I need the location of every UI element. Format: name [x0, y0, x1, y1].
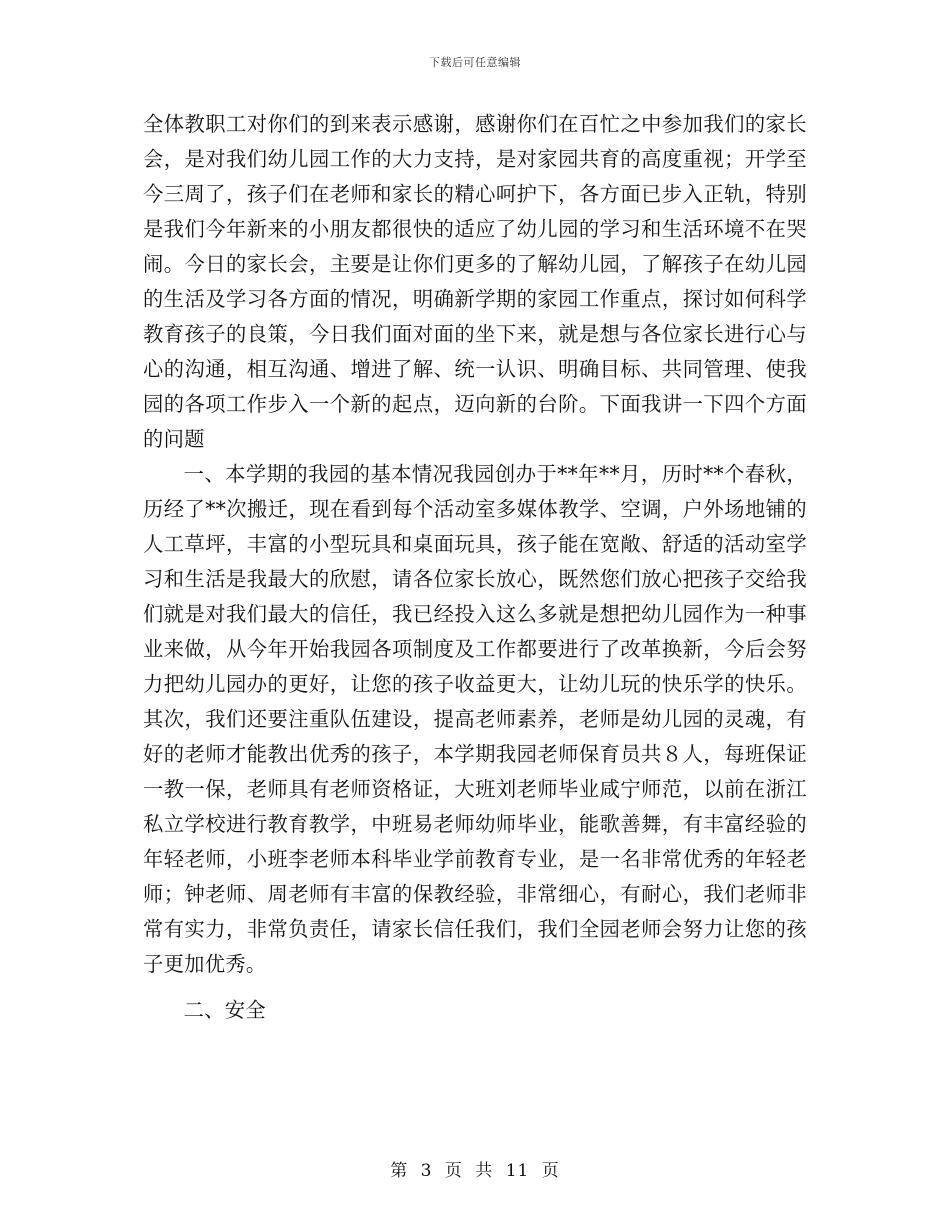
- page-suffix: 页: [541, 1161, 560, 1181]
- page-mid: 页: [444, 1161, 463, 1181]
- paragraph-opening: 全体教职工对你们的到来表示感谢，感谢你们在百忙之中参加我们的家长会，是对我们幼儿园工作的大力支持，是对家园共育的高度重视；开学至今三周了，孩子们在老师和家长的精心呵护下，各方面已步入正轨，特别是我们今年新来的小朋友都很快的适应了幼儿园的学习和生活环境不在哭闹。今日的家长会，主要是让你们更多的了解幼儿园，了解孩子在幼儿园的生活及学习各方面的情况，明确新学期的家园工作重点，探讨如何科学教育孩子的良策，今日我们面对面的坐下来，就是想与各位家长进行心与心的沟通，相互沟通、增进了解、统一认识、明确目标、共同管理、使我园的各项工作步入一个新的起点，迈向新的台阶。下面我讲一下四个方面的问题: [143, 112, 807, 451]
- total-prefix: 共: [475, 1161, 494, 1181]
- page-header-note: 下载后可任意编辑: [429, 56, 521, 69]
- page-number: 3: [420, 1161, 433, 1181]
- total-pages: 11: [505, 1161, 530, 1181]
- document-body: [143, 107, 807, 1028]
- paragraph-section-one: 一、本学期的我园的基本情况我园创办于**年**月，历时**个春秋，历经了**次搬迁，现在看到每个活动室多媒体教学、空调，户外场地铺的人工草坪，丰富的小型玩具和桌面玩具，孩子能在宽敞、舒适的活动室学习和生活是我最大的欣慰，请各位家长放心，既然您们放心把孩子交给我们就是对我们最大的信任，我已经投入这么多就是想把幼儿园作为一种事业来做，从今年开始我园各项制度及工作都要进行了改革换新，今后会努力把幼儿园办的更好，让您的孩子收益更大，让幼儿玩的快乐学的快乐。其次，我们还要注重队伍建设，提高老师素养，老师是幼儿园的灵魂，有好的老师才能教出优秀的孩子，本学期我园老师保育员共８人，每班保证一教一保，老师具有老师资格证，大班刘老师毕业咸宁师范，以前在浙江私立学校进行教育教学，中班易老师幼师毕业，能歌善舞，有丰富经验的年轻老师，小班李老师本科毕业学前教育专业，是一名非常优秀的年轻老师；钟老师、周老师有丰富的保教经验，非常细心，有耐心，我们老师非常有实力，非常负责任，请家长信任我们，我们全园老师会努力让您的孩子更加优秀。: [143, 462, 807, 976]
- page-footer: [0, 1156, 950, 1181]
- page-prefix: 第: [390, 1161, 409, 1181]
- section-heading-safety: 二、安全: [183, 998, 266, 1022]
